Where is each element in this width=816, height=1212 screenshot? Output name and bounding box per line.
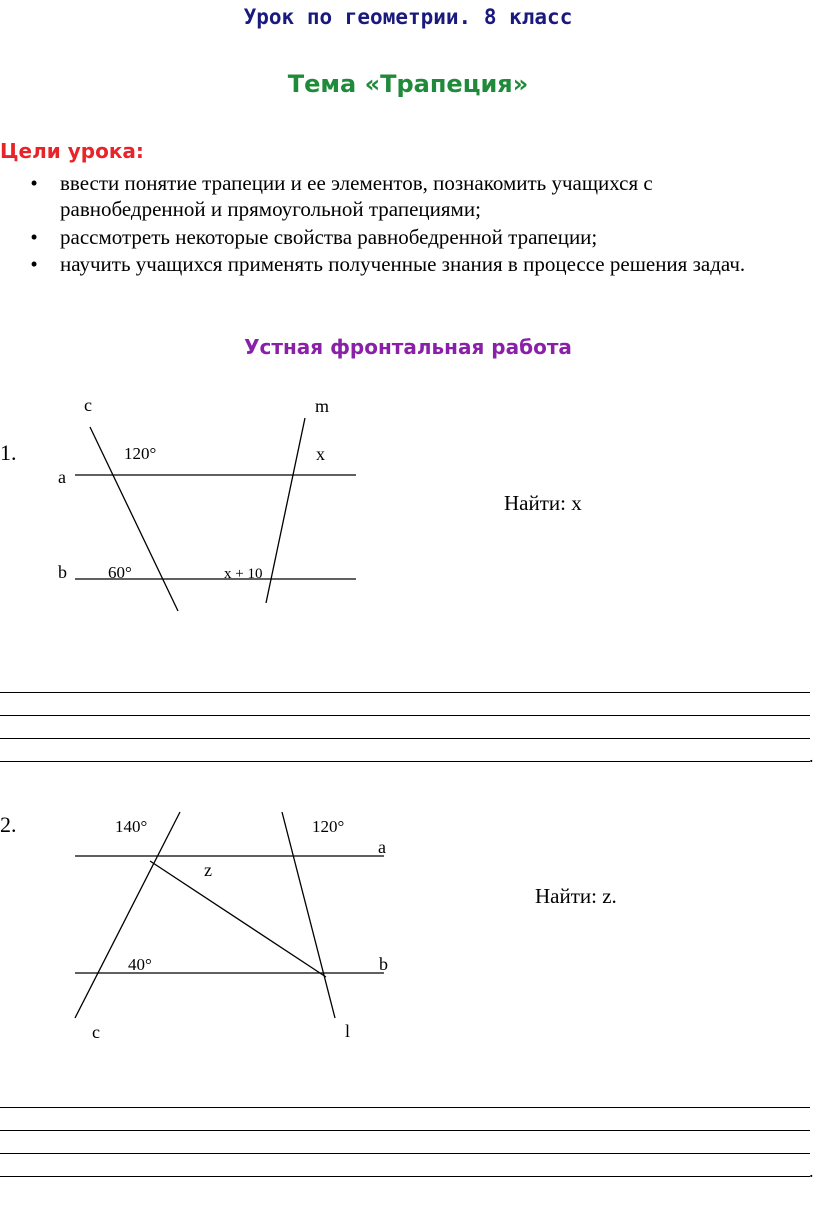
problem-2-find: Найти: z. <box>535 884 617 908</box>
goal-item-text: рассмотреть некоторые свойства равнобедренной трапеции; <box>60 225 598 249</box>
goal-item-text: научить учащихся применять полученные знания в процессе решения задач. <box>60 252 746 276</box>
line-end-mark: . <box>809 746 814 766</box>
label-a: a <box>58 467 66 487</box>
oral-work-heading: Устная фронтальная работа <box>244 335 572 359</box>
label-l: l <box>345 1021 351 1041</box>
goal-item-text: ввести понятие трапеции и ее элементов, познакомить учащихся с <box>60 171 653 195</box>
angle-x-plus-10: x + 10 <box>224 566 263 582</box>
answer-line <box>0 761 810 762</box>
bullet-icon: • <box>30 171 38 195</box>
angle-120: 120° <box>312 817 345 836</box>
answer-line <box>0 1130 810 1131</box>
label-c: c <box>92 1022 100 1042</box>
answer-line <box>0 738 810 739</box>
problem-2-number: 2. <box>0 812 17 837</box>
label-b: b <box>58 562 67 582</box>
goals-heading: Цели урока: <box>0 139 144 163</box>
angle-z: z <box>204 860 212 880</box>
label-c: c <box>84 395 92 415</box>
answer-line <box>0 1107 810 1108</box>
label-a: a <box>378 837 386 857</box>
line-l <box>282 812 335 1018</box>
answer-line <box>0 715 810 716</box>
topic-title: Тема «Трапеция» <box>287 70 529 98</box>
problem-1-diagram <box>0 380 420 630</box>
angle-x: x <box>316 444 325 464</box>
line-c <box>75 812 180 1018</box>
label-b: b <box>379 954 388 974</box>
angle-120: 120° <box>124 444 157 463</box>
problem-1-find: Найти: x <box>504 491 582 515</box>
line-m <box>266 418 305 603</box>
problem-2-diagram <box>0 800 420 1050</box>
bullet-icon: • <box>30 225 38 249</box>
answer-line <box>0 692 810 693</box>
problem-1-number: 1. <box>0 440 17 465</box>
goal-item-text-continued: равнобедренной и прямоугольной трапециями; <box>60 197 481 221</box>
answer-line <box>0 1153 810 1154</box>
label-m: m <box>315 396 330 416</box>
angle-40: 40° <box>128 955 152 974</box>
answer-line <box>0 1176 810 1177</box>
line-end-mark: . <box>809 1161 814 1181</box>
lesson-title: Урок по геометрии. 8 класс <box>243 5 573 29</box>
bullet-icon: • <box>30 252 38 276</box>
angle-140: 140° <box>115 817 148 836</box>
angle-60: 60° <box>108 563 132 582</box>
